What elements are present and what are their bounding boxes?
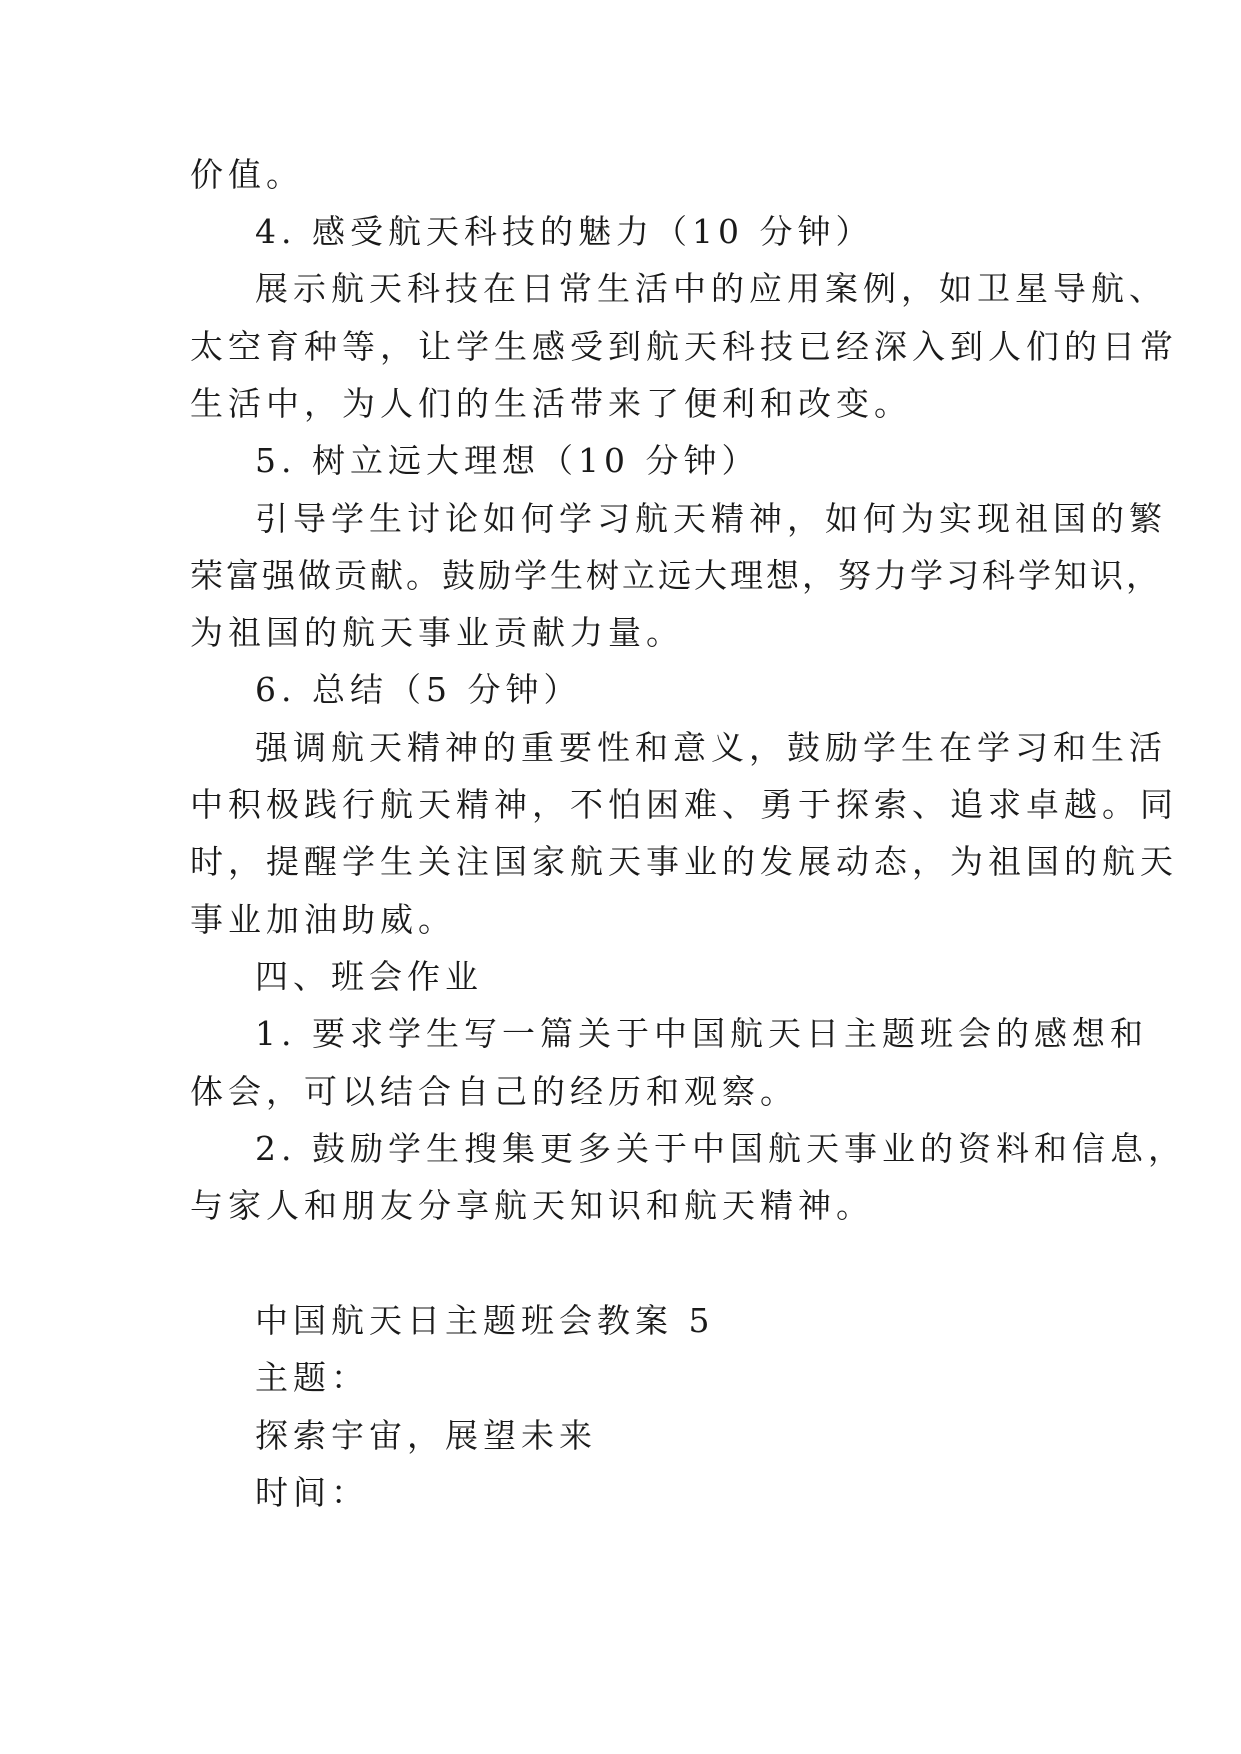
section-heading: 四、班会作业 [255,957,483,996]
paragraph-line: 为祖国的航天事业贡献力量。 [190,613,684,652]
paragraph-line: 体会，可以结合自己的经历和观察。 [190,1072,798,1111]
section-heading: 6. 总结（5 分钟） [255,670,582,709]
paragraph-line: 太空育种等，让学生感受到航天科技已经深入到人们的日常 [190,327,1178,366]
field-value: 探索宇宙，展望未来 [255,1416,597,1455]
paragraph-line: 价值。 [190,155,304,194]
field-label: 主题： [255,1358,369,1397]
section-heading: 5. 树立远大理想（10 分钟） [255,441,760,480]
paragraph-line: 引导学生讨论如何学习航天精神，如何为实现祖国的繁 [255,499,1167,538]
paragraph-line: 展示航天科技在日常生活中的应用案例，如卫星导航、 [255,269,1167,308]
paragraph-line: 生活中，为人们的生活带来了便利和改变。 [190,384,912,423]
paragraph-line: 强调航天精神的重要性和意义，鼓励学生在学习和生活 [255,728,1167,767]
paragraph-line: 与家人和朋友分享航天知识和航天精神。 [190,1186,874,1225]
document-title: 中国航天日主题班会教案 5 [255,1301,715,1340]
paragraph-line: 事业加油助威。 [190,900,456,939]
section-heading: 4. 感受航天科技的魅力（10 分钟） [255,212,874,251]
field-label: 时间： [255,1473,369,1512]
paragraph-line: 2. 鼓励学生搜集更多关于中国航天事业的资料和信息， [255,1129,1186,1168]
paragraph-line: 1. 要求学生写一篇关于中国航天日主题班会的感想和 [255,1014,1148,1053]
paragraph-line: 时，提醒学生关注国家航天事业的发展动态，为祖国的航天 [190,842,1178,881]
paragraph-line: 中积极践行航天精神，不怕困难、勇于探索、追求卓越。同 [190,785,1178,824]
paragraph-line: 荣富强做贡献。鼓励学生树立远大理想，努力学习科学知识， [190,556,1162,595]
